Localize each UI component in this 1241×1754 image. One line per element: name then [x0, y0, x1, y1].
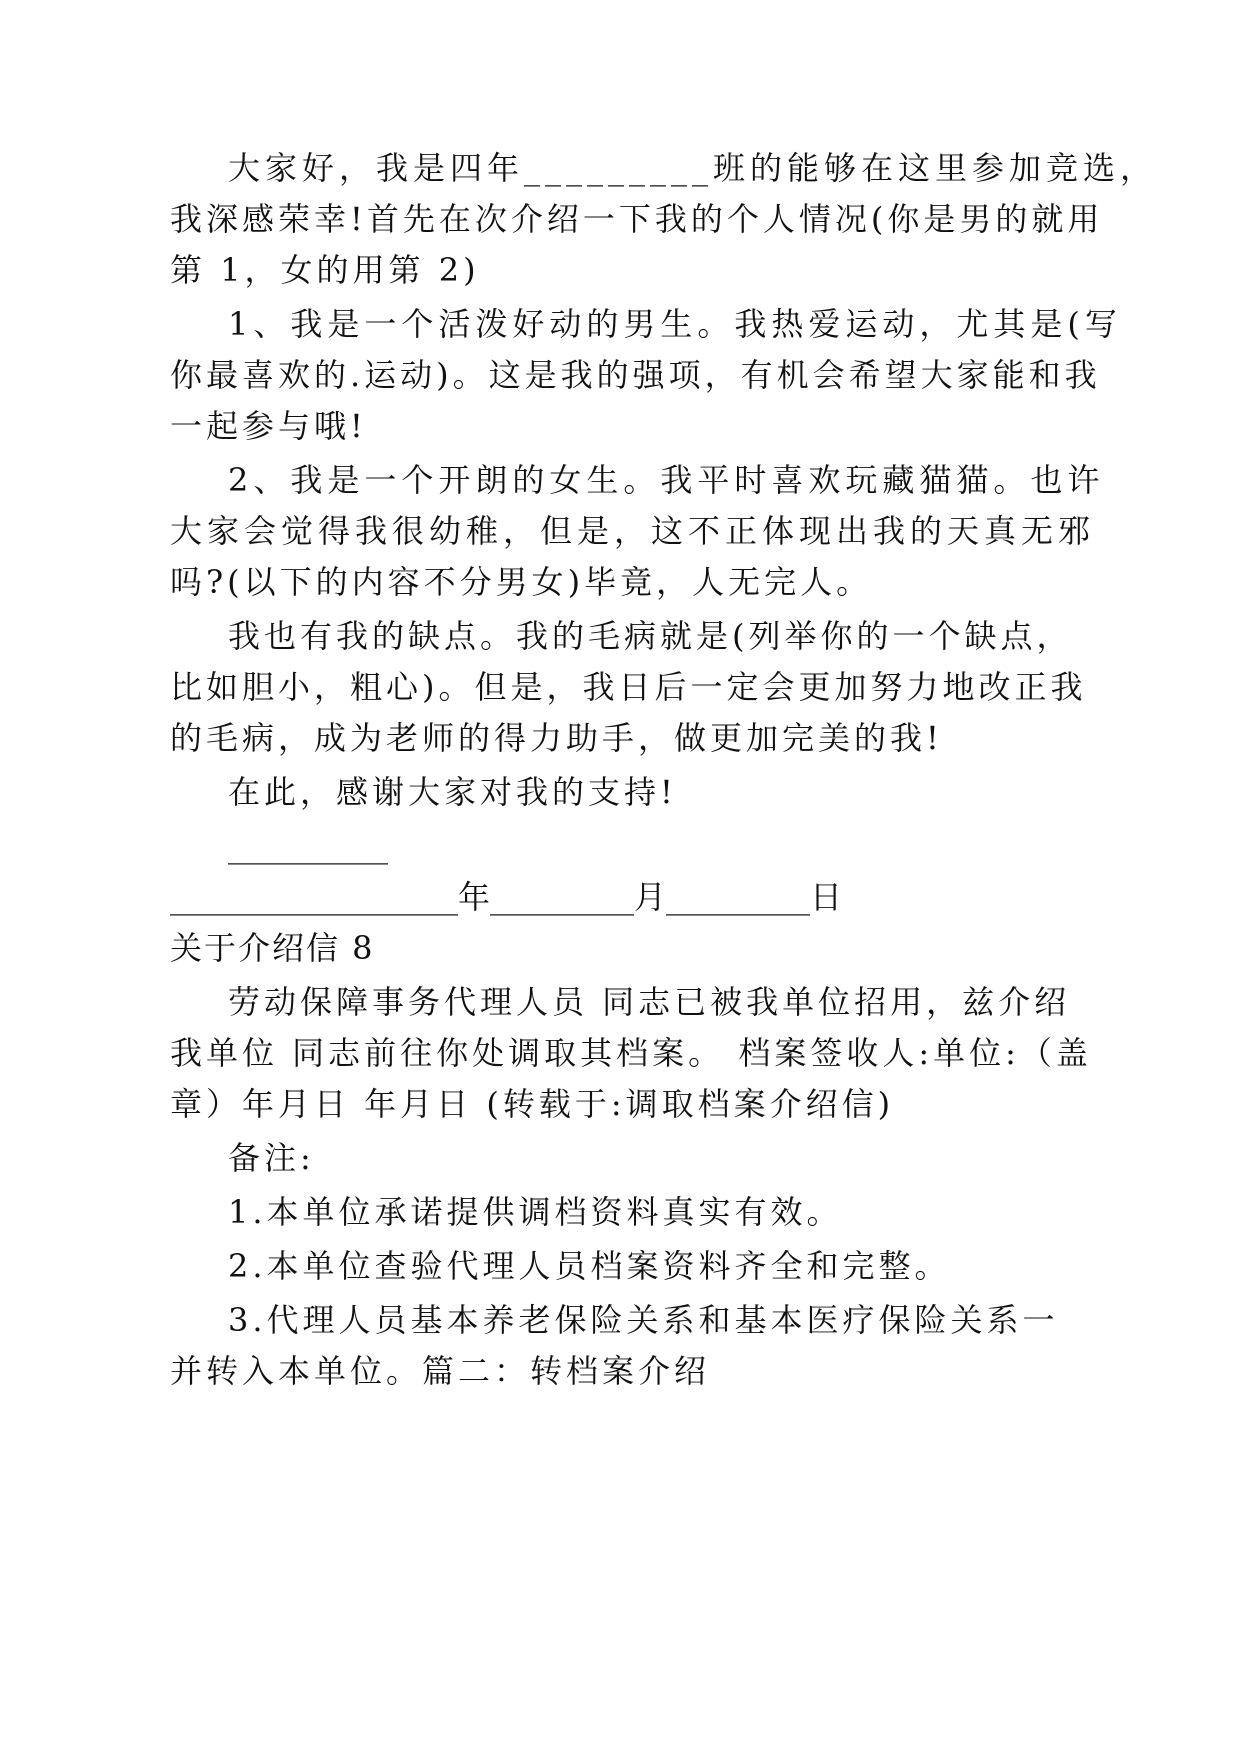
- note-heading: 备注:: [228, 1139, 315, 1177]
- note-item: 1.本单位承诺提供调档资料真实有效。: [228, 1193, 843, 1231]
- date-line: __________________年_________月_________日: [170, 878, 843, 916]
- paragraph-line: 一起参与哦!: [170, 407, 367, 445]
- paragraph-line: 我深感荣幸!首先在次介绍一下我的个人情况(你是男的就用: [170, 200, 1104, 238]
- note-item: 2.本单位查验代理人员档案资料齐全和完整。: [228, 1247, 951, 1285]
- paragraph-line: 吗?(以下的内容不分男女)毕竟，人无完人。: [170, 563, 873, 601]
- note-item: 3.代理人员基本养老保险关系和基本医疗保险关系一: [228, 1301, 1059, 1339]
- paragraph-line: 2、我是一个开朗的女生。我平时喜欢玩藏猫猫。也许: [228, 461, 1105, 499]
- paragraph-line: 劳动保障事务代理人员 同志已被我单位招用，兹介绍: [228, 983, 1071, 1021]
- paragraph-line: 我也有我的缺点。我的毛病就是(列举你的一个缺点，: [228, 617, 1073, 655]
- paragraph-line: 我单位 同志前往你处调取其档案。 档案签收人:单位:（盖: [170, 1034, 1092, 1072]
- paragraph-line: 比如胆小，粗心)。但是，我日后一定会更加努力地改正我: [170, 668, 1087, 706]
- paragraph-line: 你最喜欢的.运动)。这是我的强项，有机会希望大家能和我: [170, 356, 1101, 394]
- paragraph-line: 章）年月日 年月日 (转载于:调取档案介绍信): [170, 1085, 895, 1123]
- paragraph-line: 第 1，女的用第 2): [170, 251, 480, 289]
- paragraph-line: 大家会觉得我很幼稚，但是，这不正体现出我的天真无邪: [170, 512, 1096, 550]
- note-item: 并转入本单位。篇二：转档案介绍: [170, 1352, 711, 1390]
- section-heading: 关于介绍信 8: [170, 929, 375, 967]
- paragraph-line: 在此，感谢大家对我的支持!: [228, 773, 677, 811]
- paragraph-line: 1、我是一个活泼好动的男生。我热爱运动，尤其是(写: [228, 305, 1122, 343]
- paragraph-line: 大家好，我是四年_________班的能够在这里参加竞选，: [228, 149, 1158, 187]
- signature-line: __________: [228, 827, 388, 865]
- paragraph-line: 的毛病，成为老师的得力助手，做更加完美的我!: [170, 719, 943, 757]
